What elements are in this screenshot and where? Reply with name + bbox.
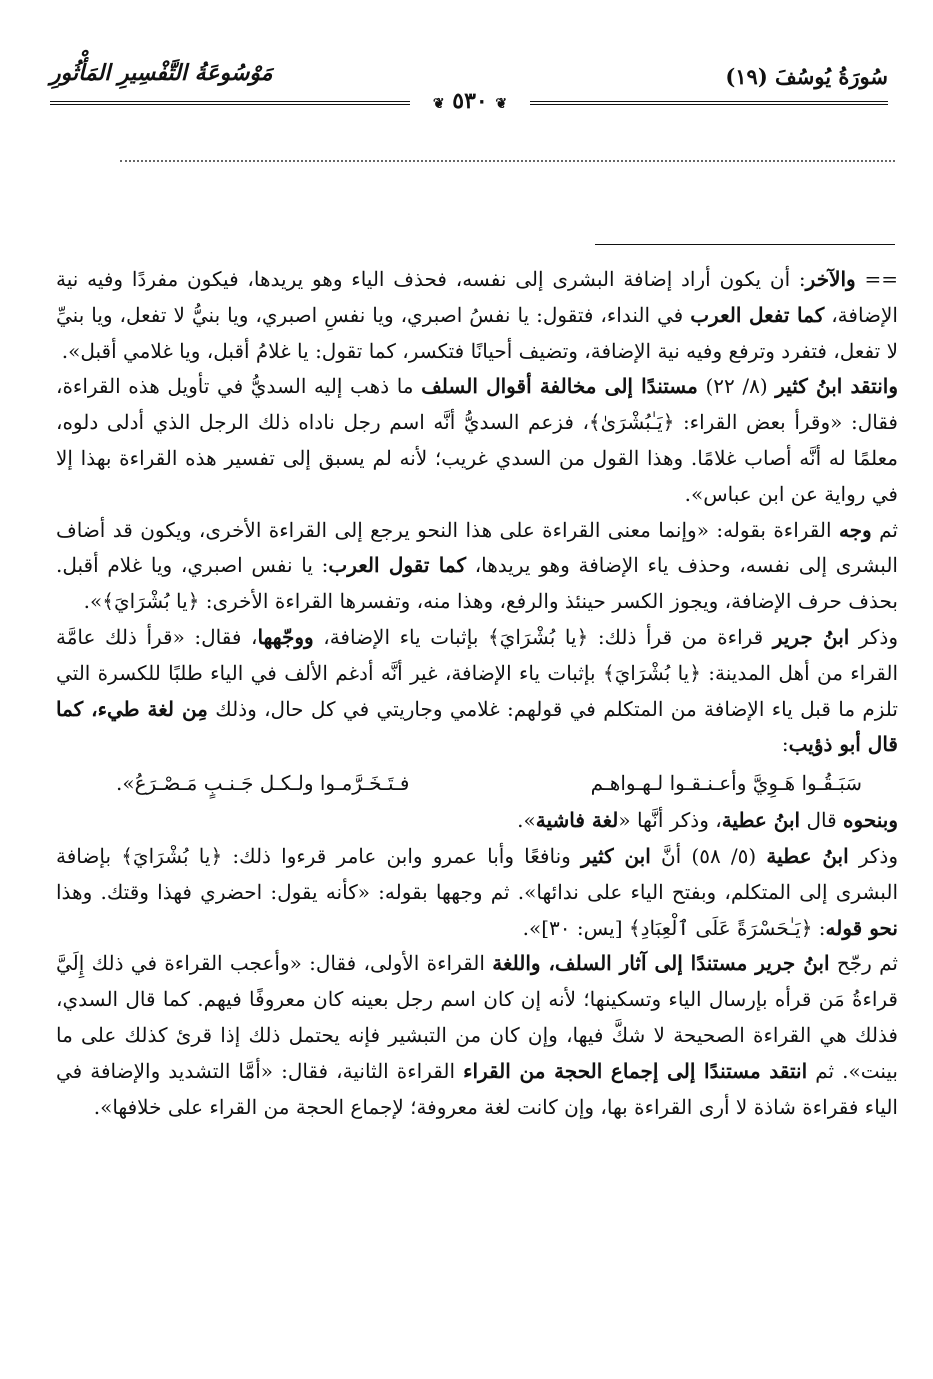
dotted-separator [120, 160, 895, 162]
page-number-text: ٥٣٠ [452, 88, 488, 114]
paragraph-p4 [56, 620, 898, 763]
verse-left-hemistich: فـتَـخَـرَّمـوا ولـكـل جَـنـبٍ مَـصْـرَعُ». [116, 771, 410, 796]
paragraph-p5 [56, 803, 898, 839]
ornament-left-icon: ❦ [432, 96, 445, 112]
bold-phrase: مِن لغة طيء، كما قال أبو ذؤيب [56, 696, 898, 757]
text-run: == [855, 267, 899, 291]
page-header [50, 58, 888, 118]
bold-phrase: وبنحوه [843, 808, 898, 833]
bold-phrase: وجه [838, 517, 872, 542]
text-run: ثم [871, 517, 898, 542]
text-run: : أن يكون أراد إضافة البشرى إلى نفسه، فحذف الياء وهو يريدها، فيكون مفردًا وفيه نية الإضافة، [56, 267, 898, 327]
verse-right-hemistich: سَبَـقُـوا هَـوِيَّ وأعـنـقـوا لـهـواهـم [590, 771, 862, 796]
paragraphs-after [56, 803, 898, 1125]
bold-phrase: ابن كثير [581, 843, 651, 868]
footnote-rule [595, 244, 895, 245]
text-run: قراءة من قرأ ذلك: ﴿يا بُشْرَايَ﴾ بإثبات ياء الإضافة، [313, 624, 773, 649]
bold-phrase: لغة فاشية [535, 808, 619, 833]
text-run: ما ذهب إليه السديُّ في تأويل هذه القراءة، فقال: «وقرأ بعض القراء: ﴿يَـٰبُشْرَىٰ﴾، فزعم السديُّ أنَّه اسم رجل ناداه ذلك الرجل الذي أدلى دلوه، معلمًا له أنَّه أصاب غلامًا. وهذا القول من السدي غريب؛ لأنه لم يسبق إلى تفسير هذه القراءة بهذا إلا في رواية عن ابن عباس». [56, 374, 898, 506]
bold-phrase: وانتقد ابنُ كثير [775, 374, 898, 399]
bold-phrase: ابنُ عطية [721, 808, 801, 833]
bold-phrase: مستندًا إلى مخالفة أقوال السلف [421, 374, 698, 399]
paragraph-p1 [56, 262, 898, 369]
text-run: القراءة الأولى، فقال: «وأعجب القراءة في ذلك إِلَيَّ قراءةُ مَن قرأه بإرسال الياء وتسكينها؛ لأنه إن كان اسم رجل بعينه كان معروفًا فيهم. كما قال السدي، فذلك هي القراءة الصحيحة لا شكَّ فيها، وإن كان من التبشير فإنه يحتمل ذلك إذا قرئ كذلك على ما بينت». ثم [56, 951, 898, 1083]
paragraph-p7 [56, 946, 898, 1125]
page-number [420, 88, 520, 114]
text-run: وذكر [849, 624, 898, 649]
text-run: ونافعًا وأبا عمرو وابن عامر قرءوا ذلك: ﴿يا بُشْرَايَ﴾ بإضافة البشرى إلى المتكلم، وبفتح الياء على ندائها». ثم وجهها بقوله: «كأنه يقول: احضري فهذا وقتك. وهذا [56, 843, 898, 904]
ornament-right-icon: ❦ [495, 96, 508, 112]
bold-phrase: انتقد مستندًا إلى إجماع الحجة من القراء [463, 1058, 808, 1083]
text-run: (٨/ ٢٢) [697, 374, 776, 399]
paragraph-p6 [56, 839, 898, 946]
bold-phrase: نحو قوله [825, 915, 898, 940]
header-rule-right [530, 101, 888, 105]
bold-phrase: ابنُ جرير [772, 624, 850, 649]
text-run: القراءة بقوله: «وإنما معنى القراءة على هذا النحو يرجع إلى القراءة الأخرى، ويكون قد أضاف البشرى إلى نفسه، وحذف ياء الإضافة وهو يريدها، [56, 517, 898, 578]
poetry-verse [56, 763, 898, 803]
paragraph-p2 [56, 369, 898, 512]
text-run: ثم رجّح [829, 951, 898, 976]
text-run: : ﴿يَـٰحَسْرَةً عَلَى ٱلْعِبَادِ﴾ [يس: ٣٠]». [522, 915, 826, 940]
paragraphs-before [56, 262, 898, 763]
header-rule-left [50, 101, 410, 105]
bold-phrase: كما تفعل العرب [690, 302, 825, 327]
text-run: : يا نفس اصبري، ويا غلام أقبل. بحذف حرف الإضافة، ويجوز الكسر حينئذ والرفع، وهذا منه، وتفسرها القراءة الأخرى: ﴿يا بُشْرَايَ﴾». [56, 553, 898, 614]
bold-phrase: ووجّهها [257, 624, 314, 649]
bold-phrase: كما تقول العرب [328, 553, 466, 578]
text-run: قال [800, 808, 844, 833]
paragraph-p3 [56, 513, 898, 620]
text-run: ، فقال: «قرأ ذلك عامَّة القراء من أهل المدينة: ﴿يا بُشْرَايَ﴾ بإثبات ياء الإضافة، غير أنَّه أدغم الألف في الياء طلبًا للكسرة التي تلزم ما قبل ياء الإضافة من المتكلم في قولهم: غلامي وجاريتي في كل حال، وذلك [56, 624, 898, 721]
bold-phrase: والآخر [805, 267, 856, 291]
surah-title: سُورَةُ يُوسُفَ (١٩) [725, 64, 888, 89]
bold-phrase: ابنُ عطية [766, 843, 849, 868]
text-run: في النداء، فتقول: يا نفسُ اصبري، ويا نفسِ اصبري، ويا بنيُّ لا تفعل، ويا بنيِّ لا تفعل، فتفرد وترفع وفيه نية الإضافة، وتضيف أحيانًا فتكسر، كما تقول: يا غلامُ أقبل، ويا غلامي أقبل». [56, 302, 898, 363]
book-title: مَوْسُوعَةُ التَّفْسِيرِ المَأْثُورِ [50, 60, 273, 86]
text-run: القراءة الثانية، فقال: «أمَّا التشديد والإضافة في الياء فقراءة شاذة لا أرى القراءة بها، وإن كانت لغة معروفة؛ لإجماع الحجة من القراء على خلافها». [56, 1058, 898, 1119]
bold-phrase: ابنُ جرير مستندًا إلى آثار السلف، واللغة [492, 951, 830, 976]
text-run: وذكر [848, 843, 898, 868]
text-run: ». [517, 808, 536, 833]
text-run: : [781, 732, 789, 757]
footnote-content [56, 262, 898, 1125]
text-run: ، وذكر أنَّها « [618, 808, 722, 833]
text-run: (٥/ ٥٨) أنَّ [650, 843, 767, 868]
